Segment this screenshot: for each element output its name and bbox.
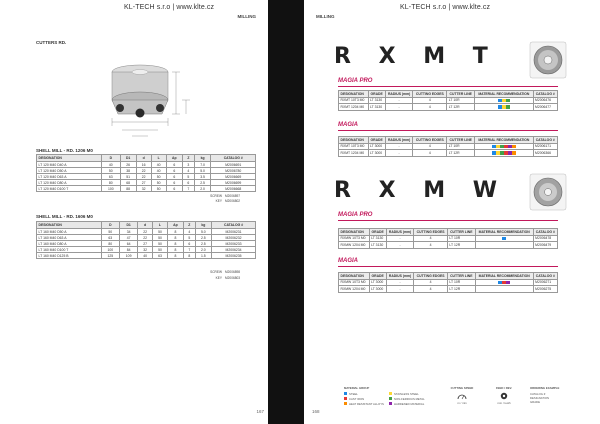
- edges-cell: 4: [413, 97, 447, 104]
- table-cell: 8: [167, 247, 183, 253]
- grade-cell: LT 3000: [369, 286, 386, 293]
- table-cell: 6: [166, 180, 182, 186]
- table-cell: 8: [167, 229, 183, 235]
- material-chip: [502, 99, 505, 102]
- right-page: [304, 0, 600, 424]
- material-chip: [498, 281, 501, 284]
- table-cell: 27: [136, 180, 151, 186]
- column-header: MATERIAL RECOMMENDATION: [475, 91, 533, 98]
- material-swatch: [389, 392, 392, 395]
- screw-label: SCREW: [210, 270, 222, 274]
- column-header: MATERIAL RECOMMENDATION: [475, 273, 533, 280]
- table-cell: 4: [183, 168, 195, 174]
- table-cell: 7: [183, 186, 195, 192]
- material-chips-cell: [475, 242, 533, 249]
- material-chip: [492, 145, 495, 148]
- screw-value: M2006897: [225, 194, 241, 198]
- column-header: D1: [120, 155, 136, 162]
- material-chip: [502, 105, 505, 108]
- material-legend-item: [389, 392, 434, 396]
- material-swatch: [344, 397, 347, 400]
- column-header: kg: [194, 155, 211, 162]
- site-header[interactable]: KL-TECH s.r.o | www.klte.cz: [400, 4, 491, 11]
- cutters-title: CUTTERS RD.: [36, 40, 67, 45]
- catalog-cell: M2006271: [533, 279, 557, 286]
- table-cell: 50: [151, 180, 166, 186]
- column-header: RADIUS (mm): [385, 91, 413, 98]
- ordering-legend: [530, 386, 584, 404]
- material-list: [344, 392, 434, 407]
- table-cell: M2006780: [211, 168, 256, 174]
- table-cell: 8: [184, 253, 196, 259]
- material-chips-cell: [475, 104, 533, 111]
- left-page: [0, 0, 268, 424]
- column-header: DESIGNATION: [339, 273, 370, 280]
- column-header: CUTTING EDGES: [413, 137, 447, 144]
- material-chip: [496, 145, 499, 148]
- screw-line-1: [204, 194, 240, 198]
- column-header: GRADE: [368, 91, 385, 98]
- table-cell: 40: [102, 162, 121, 168]
- table-cell: 6: [166, 174, 182, 180]
- grade-cell: LT 3130: [368, 104, 385, 111]
- table-cell: 2.5: [195, 235, 212, 241]
- material-chip: [500, 145, 503, 148]
- table-cell: 50: [151, 174, 166, 180]
- line-cell: LT 12R: [447, 104, 475, 111]
- column-header: CUTTER LINE: [447, 229, 475, 236]
- table-cell: 5: [183, 174, 195, 180]
- section-tag: MILLING: [316, 14, 335, 19]
- material-chip: [512, 151, 515, 154]
- table-cell: 50: [102, 168, 121, 174]
- radius-cell: -: [385, 97, 413, 104]
- table-cell: M2006231: [212, 229, 256, 235]
- table-cell: 109: [119, 253, 137, 259]
- ordering-line: GRADE: [530, 399, 540, 404]
- material-chip: [502, 281, 505, 284]
- page-number: 167: [256, 409, 264, 414]
- material-chip: [502, 237, 505, 240]
- column-header: DESIGNATION: [339, 91, 369, 98]
- table-cell: 125: [101, 253, 119, 259]
- column-header: DESIGNATION: [339, 229, 370, 236]
- table-cell: 40: [138, 253, 153, 259]
- table-cell: 2.5: [195, 241, 212, 247]
- catalog-cell: M2006478: [533, 235, 557, 242]
- column-header: Ap: [166, 155, 182, 162]
- table-cell: 7: [184, 247, 196, 253]
- rxmt-magia-table: [338, 136, 558, 157]
- material-swatch: [344, 402, 347, 405]
- table-cell: M2006669: [211, 174, 256, 180]
- table-cell: 32: [136, 186, 151, 192]
- table-row: [339, 242, 558, 249]
- key-value: M2006802: [225, 199, 241, 203]
- line-cell: LT 12R: [447, 150, 475, 157]
- table-header-row: [37, 155, 256, 162]
- table-cell: M2006668: [211, 186, 256, 192]
- line-cell: LT 10R: [447, 279, 475, 286]
- column-header: Z: [184, 222, 196, 229]
- speed-legend-title: CUTTING SPEED: [450, 386, 474, 390]
- edges-cell: 4: [414, 286, 448, 293]
- table-cell: M2006691: [211, 162, 256, 168]
- edges-cell: 4: [414, 235, 448, 242]
- material-chip: [492, 151, 495, 154]
- material-swatch: [389, 402, 392, 405]
- table-cell: 6: [183, 180, 195, 186]
- catalog-cell: M2006171: [533, 143, 558, 150]
- table-cell: 50: [153, 229, 168, 235]
- material-legend: [344, 386, 434, 407]
- table-cell: LT 160 M40 D80 A: [37, 241, 102, 247]
- line-cell: LT 10R: [447, 97, 475, 104]
- rxmw-pro-heading: MAGIA PRO: [338, 212, 373, 218]
- table-cell: 6: [166, 186, 182, 192]
- table-cell: 84: [119, 247, 137, 253]
- material-chip: [504, 151, 507, 154]
- ordering-list: [530, 392, 584, 404]
- page-gutter: [268, 0, 304, 424]
- column-header: DESIGNATION: [37, 222, 102, 229]
- feed-legend: [486, 386, 522, 405]
- table-cell: 50: [101, 229, 119, 235]
- material-legend-item: [344, 402, 389, 406]
- column-header: d: [136, 155, 151, 162]
- rxmt-title: R X M T: [334, 44, 498, 69]
- material-chip: [508, 145, 511, 148]
- designation-cell: RXMT 10T3 M0: [339, 97, 369, 104]
- table-cell: 40: [151, 162, 166, 168]
- table-cell: 22: [136, 174, 151, 180]
- table-cell: 50: [153, 241, 168, 247]
- column-header: RADIUS (mm): [386, 273, 414, 280]
- table-cell: 6: [166, 162, 182, 168]
- table-row: [37, 253, 256, 259]
- column-header: DESIGNATION: [339, 137, 369, 144]
- speed-legend-value: m / min: [457, 400, 467, 405]
- column-header: kg: [195, 222, 212, 229]
- page-number: 168: [312, 409, 320, 414]
- rxmw-title: R X M W: [334, 178, 508, 203]
- column-header: GRADE: [369, 229, 386, 236]
- column-header: Z: [183, 155, 195, 162]
- table-cell: M2006233: [212, 241, 256, 247]
- table-cell: 100: [102, 186, 121, 192]
- table-cell: 22: [136, 168, 151, 174]
- column-header: D: [101, 222, 119, 229]
- table-cell: 8: [167, 235, 183, 241]
- designation-cell: RXMW 1204 M0: [339, 286, 370, 293]
- screw-line-2: [204, 270, 240, 274]
- radius-cell: -: [386, 279, 414, 286]
- table-cell: 1.5: [195, 253, 212, 259]
- column-header: CATALOG #: [533, 229, 557, 236]
- catalog-cell: M2006275: [533, 286, 557, 293]
- table-cell: 2.0: [195, 247, 212, 253]
- material-chip: [506, 99, 509, 102]
- column-header: CUTTER LINE: [447, 137, 475, 144]
- legend: [344, 386, 584, 412]
- material-legend-item: [389, 397, 434, 401]
- designation-cell: RXMW 10T3 M0: [339, 279, 370, 286]
- table-cell: 40: [151, 168, 166, 174]
- ordering-line: CATALOG #: [530, 391, 546, 396]
- grade-cell: LT 3000: [369, 279, 386, 286]
- column-header: GRADE: [368, 137, 385, 144]
- table-cell: LT 160 M40 D100 T: [37, 247, 102, 253]
- material-swatch: [344, 392, 347, 395]
- table-cell: 51: [120, 174, 136, 180]
- material-chip: [512, 145, 515, 148]
- material-name: STEEL: [349, 391, 358, 396]
- table-cell: LT 120 M40 D63 A: [37, 174, 102, 180]
- column-header: RADIUS (mm): [385, 137, 413, 144]
- table-cell: 7.0: [194, 162, 211, 168]
- catalog-cell: M2006477: [533, 104, 558, 111]
- designation-cell: RXMT 1204 M0: [339, 150, 369, 157]
- table-cell: 8: [167, 253, 183, 259]
- rxmt-insert-image: [528, 40, 568, 80]
- ordering-line: DESIGNATION: [530, 395, 550, 400]
- table-cell: 5.0: [194, 168, 211, 174]
- edges-cell: 4: [414, 242, 448, 249]
- catalog-cell: M2006366: [533, 150, 558, 157]
- radius-cell: -: [386, 286, 414, 293]
- material-chip: [506, 281, 509, 284]
- table-cell: 88: [120, 186, 136, 192]
- table-cell: 50: [153, 235, 168, 241]
- table-cell: 32: [138, 247, 153, 253]
- table-cell: 16: [136, 162, 151, 168]
- heading-rule: [338, 130, 558, 131]
- column-header: CATALOG #: [211, 155, 256, 162]
- table1-title: SHELL MILL - RD. 1206 M0: [36, 148, 93, 153]
- material-name: HARDENED MATERIAL: [394, 401, 425, 406]
- table-row: [37, 186, 256, 192]
- table-cell: 2.0: [194, 186, 211, 192]
- table-cell: 8: [167, 241, 183, 247]
- rxmt-magia-heading: MAGIA: [338, 122, 358, 128]
- column-header: L: [153, 222, 168, 229]
- table-cell: LT 120 M40 D100 T: [37, 186, 102, 192]
- table-cell: LT 160 M40 D63 A: [37, 235, 102, 241]
- grade-cell: LT 3130: [369, 235, 386, 242]
- material-legend-item: [389, 402, 434, 406]
- grade-cell: LT 3000: [368, 143, 385, 150]
- column-header: D1: [119, 222, 137, 229]
- key-label: KEY: [215, 276, 222, 280]
- column-header: d: [138, 222, 153, 229]
- table-row: [339, 286, 558, 293]
- table-cell: 3.5: [194, 174, 211, 180]
- material-name: HEAT RESISTANT ALLOYS: [349, 401, 384, 406]
- column-header: L: [151, 155, 166, 162]
- table-cell: 34: [119, 229, 137, 235]
- table-cell: LT 160 M40 D125 B: [37, 253, 102, 259]
- material-chip: [500, 151, 503, 154]
- radius-cell: -: [386, 242, 414, 249]
- table2-title: SHELL MILL - RD. 1606 M0: [36, 214, 93, 219]
- material-chip: [506, 105, 509, 108]
- table-cell: 100: [101, 247, 119, 253]
- table-cell: M2006235: [212, 253, 256, 259]
- key-line-1: [204, 199, 240, 203]
- material-name: CAST IRON: [349, 396, 365, 401]
- feed-insert-icon: [499, 392, 509, 400]
- table-cell: 80: [102, 180, 121, 186]
- edges-cell: 4: [413, 150, 447, 157]
- material-chip: [508, 151, 511, 154]
- table-cell: 63: [102, 174, 121, 180]
- table-cell: 68: [120, 180, 136, 186]
- table-cell: M2006234: [212, 247, 256, 253]
- column-header: CATALOG #: [533, 273, 557, 280]
- edges-cell: 4: [413, 143, 447, 150]
- material-swatch: [389, 397, 392, 400]
- site-header[interactable]: KL-TECH s.r.o | www.klte.cz: [124, 4, 215, 11]
- line-cell: LT 10R: [447, 143, 475, 150]
- heading-rule: [338, 220, 558, 221]
- material-name: NON-FERROUS METAL: [394, 396, 425, 401]
- table-cell: LT 160 M40 D50 A: [37, 229, 102, 235]
- table-header-row: [37, 222, 256, 229]
- material-chip: [498, 99, 501, 102]
- speed-gauge-icon: [457, 392, 467, 400]
- table-cell: 63: [153, 253, 168, 259]
- grade-cell: LT 3130: [368, 97, 385, 104]
- table-cell: 50: [151, 186, 166, 192]
- ordering-legend-title: ORDERING EXAMPLE: [530, 386, 560, 390]
- column-header: DESIGNATION: [37, 155, 102, 162]
- column-header: CUTTER LINE: [447, 91, 475, 98]
- material-chip: [498, 105, 501, 108]
- table-cell: 63: [101, 235, 119, 241]
- catalog-cell: M2006476: [533, 97, 558, 104]
- column-header: CATALOG #: [533, 137, 558, 144]
- table-cell: 80: [101, 241, 119, 247]
- table-cell: 4: [184, 229, 196, 235]
- radius-cell: -: [385, 143, 413, 150]
- edges-cell: 4: [413, 104, 447, 111]
- column-header: CATALOG #: [212, 222, 256, 229]
- catalog-cell: M2006479: [533, 242, 557, 249]
- speed-legend: [444, 386, 480, 405]
- table-cell: M2006699: [211, 180, 256, 186]
- feed-legend-value: mm / tooth: [497, 400, 511, 405]
- table-cell: 47: [119, 235, 137, 241]
- shell-mill-1206-table: [36, 154, 256, 192]
- table-cell: 26: [120, 162, 136, 168]
- table-cell: M2006232: [212, 235, 256, 241]
- rxmw-insert-image: [528, 172, 568, 212]
- rxmw-pro-table: [338, 228, 558, 249]
- line-cell: LT 12R: [447, 286, 475, 293]
- designation-cell: RXMT 1204 M0: [339, 104, 369, 111]
- table-cell: 50: [153, 247, 168, 253]
- table-cell: LT 120 M40 D50 A: [37, 168, 102, 174]
- column-header: CUTTING EDGES: [413, 91, 447, 98]
- rxmw-magia-heading: MAGIA: [338, 258, 358, 264]
- radius-cell: -: [385, 150, 413, 157]
- edges-cell: 4: [414, 279, 448, 286]
- screw-label: SCREW: [210, 194, 222, 198]
- key-label: KEY: [215, 199, 222, 203]
- table-row: [339, 150, 558, 157]
- table-cell: 3: [183, 162, 195, 168]
- column-header: MATERIAL RECOMMENDATION: [475, 229, 533, 236]
- material-chips-cell: [475, 286, 533, 293]
- table-cell: LT 120 M40 D40 A: [37, 162, 102, 168]
- table-cell: 22: [138, 229, 153, 235]
- material-legend-item: [344, 392, 389, 396]
- screw-value: M2006898: [225, 270, 241, 274]
- column-header: CUTTING EDGES: [414, 229, 448, 236]
- table-cell: 6: [166, 168, 182, 174]
- table-cell: 2.5: [194, 180, 211, 186]
- rxmt-pro-table: [338, 90, 558, 111]
- column-header: CUTTER LINE: [447, 273, 475, 280]
- material-chips-cell: [475, 150, 533, 157]
- column-header: GRADE: [369, 273, 386, 280]
- table-cell: 6: [184, 241, 196, 247]
- rxmt-pro-heading: MAGIA PRO: [338, 78, 373, 84]
- grade-cell: LT 3000: [368, 150, 385, 157]
- material-chip: [496, 151, 499, 154]
- table-row: [339, 104, 558, 111]
- radius-cell: -: [385, 104, 413, 111]
- column-header: Ap: [167, 222, 183, 229]
- table-cell: 5: [184, 235, 196, 241]
- column-header: RADIUS (mm): [386, 229, 414, 236]
- table-cell: 5.0: [195, 229, 212, 235]
- material-legend-item: [344, 397, 389, 401]
- key-line-2: [204, 276, 240, 280]
- material-legend-title: MATERIAL GROUP: [344, 386, 370, 390]
- column-header: CUTTING EDGES: [414, 273, 448, 280]
- column-header: MATERIAL RECOMMENDATION: [475, 137, 533, 144]
- heading-rule: [338, 86, 558, 87]
- table-cell: 22: [138, 235, 153, 241]
- designation-cell: RXMW 1204 M0: [339, 242, 370, 249]
- shell-mill-1606-table: [36, 221, 256, 259]
- column-header: D: [102, 155, 121, 162]
- table-cell: 27: [138, 241, 153, 247]
- table-cell: 38: [120, 168, 136, 174]
- designation-cell: RXMT 10T3 M0: [339, 143, 369, 150]
- cutter-body-illustration: [112, 65, 168, 118]
- line-cell: LT 10R: [447, 235, 475, 242]
- key-value: M2006803: [225, 276, 241, 280]
- table-cell: 64: [119, 241, 137, 247]
- feed-legend-title: FEED / REV.: [495, 386, 513, 390]
- line-cell: LT 12R: [447, 242, 475, 249]
- radius-cell: -: [386, 235, 414, 242]
- designation-cell: RXMW 10T3 M0: [339, 235, 370, 242]
- grade-cell: LT 3130: [369, 242, 386, 249]
- material-name: STAINLESS STEEL: [394, 391, 419, 396]
- material-chip: [504, 145, 507, 148]
- cutter-drawing: [100, 58, 196, 140]
- section-tag: MILLING: [237, 14, 256, 19]
- rxmw-magia-table: [338, 272, 558, 293]
- heading-rule: [338, 266, 558, 267]
- table-cell: LT 120 M40 D80 A: [37, 180, 102, 186]
- column-header: CATALOG #: [533, 91, 558, 98]
